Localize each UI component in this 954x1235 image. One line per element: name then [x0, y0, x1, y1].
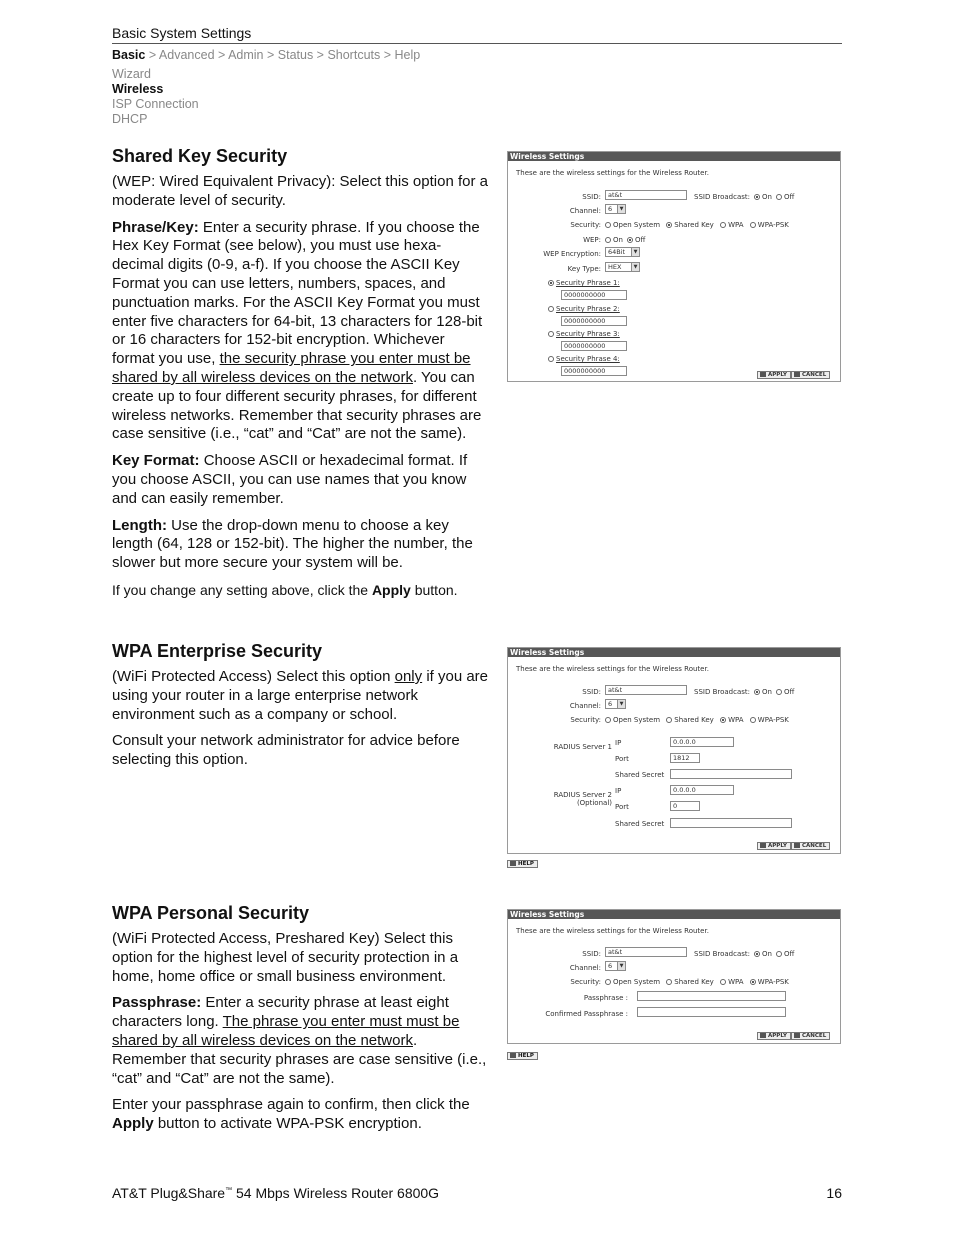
subnav-item-wizard[interactable]: Wizard	[112, 67, 151, 81]
ssid-broadcast-label: SSID Broadcast:	[694, 193, 750, 201]
security-wpa-label: WPA	[728, 978, 744, 986]
security-label: Security:	[570, 716, 601, 724]
subnav	[112, 67, 199, 127]
wep-encryption-label: WEP Encryption:	[543, 250, 601, 258]
phrase-4-label: Security Phrase 4:	[556, 355, 620, 363]
cancel-button-label: CANCEL	[802, 372, 827, 378]
phrase-key-label: Phrase/Key:	[112, 218, 199, 236]
cancel-icon	[794, 372, 800, 377]
panel-intro: These are the wireless settings for the Wireless Router.	[516, 927, 709, 935]
broadcast-off-radio[interactable]	[776, 951, 782, 957]
passphrase-text-2: . Remember that security phrases are case sensitive (i.e., “cat” and “Cat” are not the same).	[112, 1031, 487, 1087]
phrase-key-paragraph	[112, 219, 490, 445]
security-options	[601, 221, 789, 229]
security-wpapsk-radio[interactable]	[750, 979, 756, 985]
security-options	[601, 978, 789, 986]
ssid-broadcast-label: SSID Broadcast:	[694, 950, 750, 958]
help-button-label: HELP	[518, 1053, 534, 1059]
radius-server-2-label: RADIUS Server 2	[553, 791, 612, 799]
apply-button[interactable]	[757, 371, 791, 379]
panel-title: Wireless Settings	[508, 910, 840, 919]
wpa-personal-heading: WPA Personal Security	[112, 903, 310, 923]
cancel-button-label: CANCEL	[802, 843, 827, 849]
channel-label: Channel:	[569, 207, 601, 215]
broadcast-off-label: Off	[783, 193, 795, 201]
wep-label: WEP:	[583, 236, 601, 244]
phrase-1-row	[544, 279, 620, 287]
confirm-word: Apply	[112, 1115, 154, 1133]
breadcrumb-rest[interactable]: > Advanced > Admin > Status > Shortcuts > Help	[148, 48, 421, 62]
phrase-3-input[interactable]: 0000000000	[561, 341, 627, 351]
security-label: Security:	[570, 978, 601, 986]
broadcast-on-radio[interactable]	[754, 951, 760, 957]
broadcast-on-label: On	[762, 688, 772, 696]
radius2-ip-input[interactable]: 0.0.0.0	[670, 785, 734, 795]
broadcast-off-radio[interactable]	[776, 689, 782, 695]
channel-select[interactable]	[605, 699, 626, 709]
confirm-post: button to activate WPA-PSK encryption.	[157, 1115, 422, 1133]
security-open-radio[interactable]	[605, 222, 611, 228]
breadcrumb	[112, 48, 420, 62]
apply-button-label: APPLY	[768, 372, 787, 378]
length-label: Length:	[112, 516, 167, 534]
wpa-enterprise-p1-a: (WiFi Protected Access) Select this option	[112, 668, 391, 685]
chevron-down-icon: ▼	[617, 205, 625, 213]
apply-note	[112, 581, 490, 600]
broadcast-on-radio[interactable]	[754, 689, 760, 695]
broadcast-off-label: Off	[783, 950, 795, 958]
phrase-2-row	[544, 305, 620, 313]
wpa-enterprise-heading: WPA Enterprise Security	[112, 641, 323, 661]
shared-key-section	[112, 146, 490, 608]
cancel-button[interactable]	[791, 1032, 830, 1040]
wpa-enterprise-p2: Consult your network administrator for advice before selecting this option.	[112, 732, 460, 769]
phrase-4-radio[interactable]	[548, 356, 554, 362]
passphrase-field-label: Passphrase :	[583, 994, 628, 1002]
channel-label: Channel:	[569, 964, 601, 972]
cancel-button[interactable]	[791, 371, 830, 379]
security-wpapsk-label: WPA-PSK	[757, 978, 789, 986]
ssid-label: SSID:	[582, 950, 601, 958]
wep-encryption-value: 64Bit	[608, 248, 626, 256]
phrase-1-label: Security Phrase 1:	[556, 279, 620, 287]
phrase-3-label: Security Phrase 3:	[556, 330, 620, 338]
radius2-port-input[interactable]: 0	[670, 801, 700, 811]
apply-icon	[760, 843, 766, 848]
ssid-broadcast-group	[694, 193, 794, 201]
phrase-1-radio[interactable]	[548, 280, 554, 286]
channel-select[interactable]	[605, 961, 626, 971]
broadcast-on-radio[interactable]	[754, 194, 760, 200]
length-text: Use the drop-down menu to choose a key length (64, 128 or 152-bit). The higher the number, the slower but more secure your system will be.	[112, 516, 473, 572]
ssid-input[interactable]: at&t	[605, 947, 687, 957]
shared-key-heading: Shared Key Security	[112, 146, 288, 166]
radius1-secret-label: Shared Secret	[615, 771, 665, 779]
ssid-label: SSID:	[582, 193, 601, 201]
confirm-passphrase-label: Confirmed Passphrase :	[545, 1010, 628, 1018]
panel-title: Wireless Settings	[508, 648, 840, 657]
phrase-key-text-2: . You can create up to four different security phrases, for different wireless networks. Remember that security phrases are case sensitive (i.e., “cat” and “Cat” are not the same).	[112, 368, 482, 443]
phrase-4-input[interactable]: 0000000000	[561, 366, 627, 376]
phrase-2-label: Security Phrase 2:	[556, 305, 620, 313]
apply-note-post: button.	[414, 581, 458, 598]
passphrase-text-1: Enter a security phrase at least eight characters long.	[112, 994, 449, 1031]
phrase-key-text-1: Enter a security phrase. If you choose the Hex Key Format (see below), you must use hexa-decimal digits (0-9, a-f). If you choose the ASCII Key Format you can use letters, numbers, spaces, and punctuation marks. For the ASCII Key Format you must enter five characters for 64-bit, 13 characters for 128-bit or 16 characters for 152-bit encryption. Whichever format you use,	[112, 218, 483, 368]
cancel-button[interactable]	[791, 842, 830, 850]
phrase-2-input[interactable]: 0000000000	[561, 316, 627, 326]
broadcast-off-radio[interactable]	[776, 194, 782, 200]
ssid-label: SSID:	[582, 688, 601, 696]
confirm-pre: Enter your passphrase again to confirm, then click the	[112, 1096, 470, 1114]
help-button[interactable]	[507, 1052, 538, 1060]
security-open-radio[interactable]	[605, 979, 611, 985]
radius2-secret-label: Shared Secret	[615, 820, 665, 828]
footer-trademark: ™	[225, 1187, 233, 1194]
radius1-port-input[interactable]: 1812	[670, 753, 700, 763]
page-header: Basic System Settings	[112, 25, 842, 44]
apply-note-word: Apply	[371, 581, 411, 598]
key-format-text: Choose ASCII or hexadecimal format. If you choose ASCII, you can use names that you know and can easily remember.	[112, 452, 468, 507]
confirm-paragraph	[112, 1096, 490, 1134]
subnav-item-dhcp[interactable]: DHCP	[112, 112, 148, 126]
radius1-ip-label: IP	[615, 739, 622, 747]
subnav-item-wireless[interactable]: Wireless	[112, 82, 164, 96]
help-button[interactable]	[507, 860, 538, 868]
apply-button[interactable]	[757, 842, 791, 850]
wpa-personal-section	[112, 903, 490, 1142]
channel-label: Channel:	[569, 702, 601, 710]
apply-button[interactable]	[757, 1032, 791, 1040]
footer-product-a: AT&T Plug&Share	[112, 1185, 226, 1201]
chevron-down-icon: ▼	[631, 248, 639, 256]
security-wpapsk-label: WPA-PSK	[757, 716, 789, 724]
wireless-settings-panel-wpa	[507, 647, 841, 854]
apply-note-pre: If you change any setting above, click the	[112, 581, 369, 598]
chevron-down-icon: ▼	[617, 962, 625, 970]
help-icon	[510, 861, 516, 866]
broadcast-on-label: On	[762, 193, 772, 201]
ssid-broadcast-group	[694, 950, 794, 958]
wpa-enterprise-section	[112, 641, 490, 778]
security-label: Security:	[570, 221, 601, 229]
chevron-down-icon: ▼	[631, 263, 639, 271]
ssid-input[interactable]: at&t	[605, 190, 687, 200]
radius1-port-label: Port	[615, 755, 629, 763]
security-wpapsk-radio[interactable]	[750, 717, 756, 723]
wireless-settings-panel-wpa-psk	[507, 909, 841, 1044]
wep-on-radio[interactable]	[605, 237, 611, 243]
phrase-key-underlined: the security phrase you enter must be shared by all wireless devices on the network	[112, 350, 471, 386]
security-wpapsk-label: WPA-PSK	[757, 221, 789, 229]
key-type-label: Key Type:	[567, 265, 601, 273]
panel-intro: These are the wireless settings for the Wireless Router.	[516, 665, 709, 673]
key-type-select[interactable]	[605, 262, 640, 272]
wpa-personal-p1: (WiFi Protected Access, Preshared Key) Select this option for the highest level of security protection in a home, home office or small business environment.	[112, 930, 459, 985]
page-number: 16	[826, 1185, 842, 1201]
shared-key-intro: (WEP: Wired Equivalent Privacy): Select this option for a moderate level of security.	[112, 173, 488, 209]
phrase-3-row	[544, 330, 620, 338]
passphrase-underlined: The phrase you enter must must be shared by all wireless devices on the network	[112, 1013, 460, 1049]
radius-server-1-label: RADIUS Server 1	[553, 743, 612, 751]
wireless-settings-panel-shared-key	[507, 151, 841, 382]
security-open-label: Open System	[613, 221, 661, 229]
key-type-value: HEX	[608, 263, 622, 271]
help-icon	[510, 1053, 516, 1058]
cancel-icon	[794, 1033, 800, 1038]
radius-server-2-optional: (Optional)	[576, 799, 612, 807]
channel-value: 6	[608, 700, 613, 708]
passphrase-paragraph	[112, 994, 490, 1088]
radius1-secret-input[interactable]	[670, 769, 792, 779]
breadcrumb-current[interactable]: Basic	[112, 48, 146, 62]
passphrase-input[interactable]	[637, 991, 786, 1001]
security-shared-radio[interactable]	[666, 222, 672, 228]
wep-off-label: Off	[634, 236, 646, 244]
wep-on-label: On	[613, 236, 623, 244]
cancel-button-label: CANCEL	[802, 1033, 827, 1039]
security-options	[601, 716, 789, 724]
phrase-3-radio[interactable]	[548, 331, 554, 337]
panel-title: Wireless Settings	[508, 152, 840, 161]
ssid-broadcast-label: SSID Broadcast:	[694, 688, 750, 696]
passphrase-label: Passphrase:	[112, 994, 202, 1012]
channel-value: 6	[608, 962, 613, 970]
security-shared-radio[interactable]	[666, 717, 672, 723]
panel-intro: These are the wireless settings for the Wireless Router.	[516, 169, 709, 177]
security-wpa-radio[interactable]	[720, 979, 726, 985]
security-shared-label: Shared Key	[674, 221, 714, 229]
security-wpapsk-radio[interactable]	[750, 222, 756, 228]
page-footer	[112, 1185, 842, 1201]
radius1-ip-input[interactable]: 0.0.0.0	[670, 737, 734, 747]
security-shared-radio[interactable]	[666, 979, 672, 985]
security-shared-label: Shared Key	[674, 978, 714, 986]
chevron-down-icon: ▼	[617, 700, 625, 708]
security-open-label: Open System	[613, 716, 661, 724]
radius2-secret-input[interactable]	[670, 818, 792, 828]
wep-encryption-select[interactable]	[605, 247, 640, 257]
ssid-broadcast-group	[694, 688, 794, 696]
security-shared-label: Shared Key	[674, 716, 714, 724]
security-wpa-label: WPA	[728, 716, 744, 724]
security-open-label: Open System	[613, 978, 661, 986]
length-paragraph	[112, 517, 490, 573]
key-format-label: Key Format:	[112, 452, 200, 470]
apply-icon	[760, 372, 766, 377]
apply-icon	[760, 1033, 766, 1038]
key-format-paragraph	[112, 452, 490, 508]
wpa-enterprise-p1-underlined: only	[394, 668, 423, 685]
subnav-item-isp-connection[interactable]: ISP Connection	[112, 97, 199, 111]
broadcast-on-label: On	[762, 950, 772, 958]
apply-button-label: APPLY	[768, 1033, 787, 1039]
cancel-icon	[794, 843, 800, 848]
footer-product-b: 54 Mbps Wireless Router 6800G	[232, 1185, 440, 1201]
channel-value: 6	[608, 205, 613, 213]
confirm-passphrase-input[interactable]	[637, 1007, 786, 1017]
security-wpa-label: WPA	[728, 221, 744, 229]
wpa-enterprise-p1	[112, 668, 490, 724]
phrase-1-input[interactable]: 0000000000	[561, 290, 627, 300]
phrase-2-radio[interactable]	[548, 306, 554, 312]
channel-select[interactable]	[605, 204, 626, 214]
radius2-port-label: Port	[615, 803, 629, 811]
radius2-ip-label: IP	[615, 787, 622, 795]
wep-off-radio[interactable]	[627, 237, 633, 243]
broadcast-off-label: Off	[783, 688, 795, 696]
phrase-4-row	[544, 355, 620, 363]
security-wpa-radio[interactable]	[720, 222, 726, 228]
security-wpa-radio[interactable]	[720, 717, 726, 723]
security-open-radio[interactable]	[605, 717, 611, 723]
ssid-input[interactable]: at&t	[605, 685, 687, 695]
wep-options	[601, 236, 645, 244]
help-button-label: HELP	[518, 861, 534, 867]
wpa-enterprise-p1-b: if you are using your router in a large enterprise network environment such as a company or school.	[112, 668, 489, 723]
apply-button-label: APPLY	[768, 843, 787, 849]
